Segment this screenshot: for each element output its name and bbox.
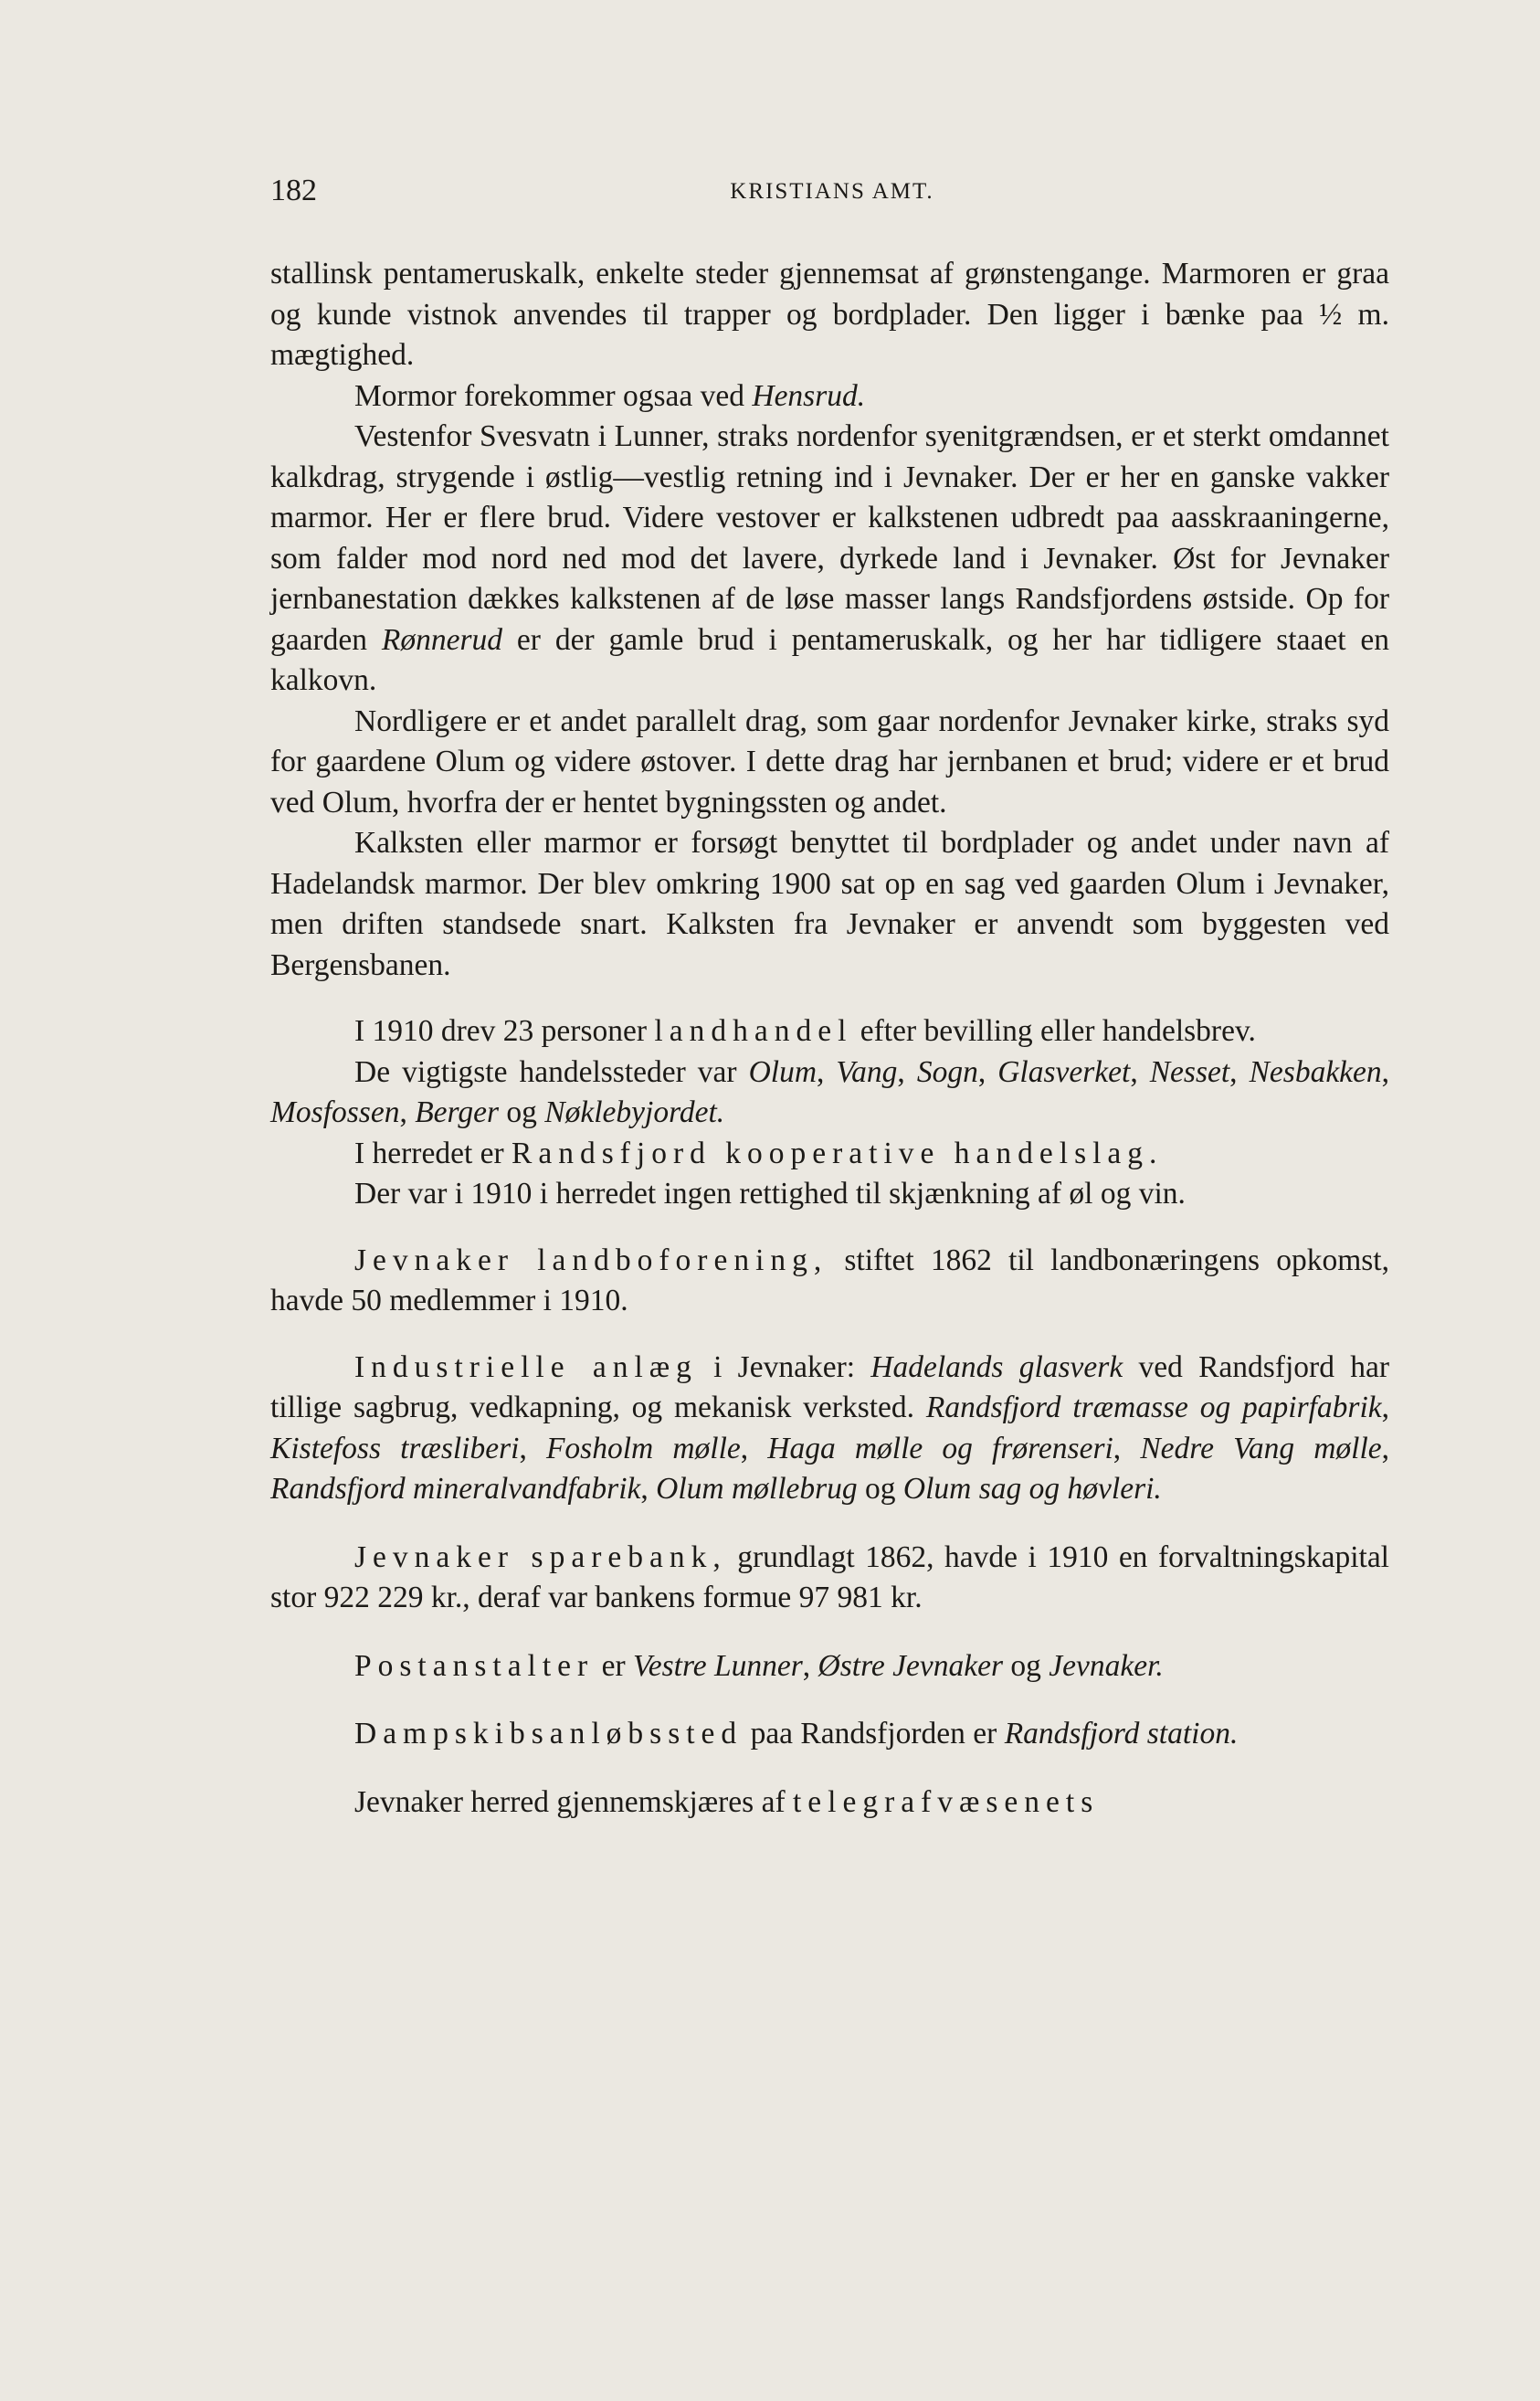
p11-i4: Fosholm mølle (545, 1431, 741, 1465)
p7-place: Olum (748, 1054, 817, 1089)
p13-i1: Vestre Lunner (632, 1648, 803, 1683)
p6-post: efter bevilling eller handelsbrev. (852, 1014, 1256, 1048)
paragraph-3 (270, 417, 1389, 702)
paragraph-6 (270, 1011, 1389, 1052)
paragraph-11 (270, 1348, 1389, 1510)
p11-i9: Olum sag og høvleri. (902, 1472, 1162, 1506)
page-header (270, 174, 1394, 219)
p11-s5: , (1381, 1431, 1389, 1465)
p6-spaced: landhandel (654, 1014, 853, 1048)
running-title: KRISTIANS AMT. (730, 179, 934, 204)
body-text (270, 254, 1389, 1823)
p12-spaced: Jevnaker sparebank, (354, 1539, 727, 1574)
p11-i7: Randsfjord mineralvandfabrik (270, 1472, 641, 1506)
p1-text: stallinsk pentameruskalk, enkelte steder gjennemsat af grønstengange. Marmoren er graa og kunde vistnok anvendes til trapper og bordplader. Den ligger i bænke paa (270, 257, 1389, 332)
p7-sep: , (897, 1054, 917, 1089)
p3-text-end: er der gamle brud i pentameruskalk, og her har tidligere staaet en kalkovn. (270, 622, 1389, 697)
p7-sep: , (1130, 1054, 1150, 1089)
p13-s2: og (1003, 1648, 1050, 1683)
p11-i1: Hadelands glasverk (870, 1349, 1123, 1384)
p11-i8: Olum møllebrug (656, 1472, 858, 1506)
p11-i6: Nedre Vang mølle (1140, 1431, 1382, 1465)
p13-i2: Østre Jevnaker (817, 1648, 1003, 1683)
paragraph-1 (270, 254, 1389, 376)
p11-s2: , (519, 1431, 546, 1465)
p15-spaced: telegrafvæsenets (792, 1784, 1100, 1819)
p7-place: Vang (836, 1054, 898, 1089)
p7-sep: , (817, 1054, 837, 1089)
p14-spaced: Dampskibsanløbssted (354, 1717, 744, 1751)
p11-i2: Randsfjord træmasse og papirfabrik (925, 1391, 1382, 1424)
p7-place: Nøklebyjordet. (544, 1095, 725, 1129)
p3-text: Vestenfor Svesvatn i Lunner, straks nordenfor syenitgrændsen, er et sterkt omdannet kalkdrag, strygende i østlig—vestlig retning ind i Jevnaker. Der er her en ganske vakker marmor. Her er flere brud. Videre vestover er kalkstenen udbredt paa aasskraaningerne, som falder mod nord ned mod det lavere, dyrkede land i Jevnaker. Øst for Jevnaker jernbanestation dækkes kalkstenen af de løse masser langs Randsfjordens østside. Op for gaarden (270, 419, 1389, 657)
p13-spaced: Postanstalter (354, 1648, 595, 1683)
p11-spaced: Industrielle anlæg (354, 1349, 698, 1384)
p11-s1: , (1381, 1391, 1389, 1424)
paragraph-7 (270, 1052, 1389, 1134)
paragraph-13 (270, 1646, 1389, 1687)
p14-mid: paa Randsfjorden er (743, 1717, 1005, 1751)
p7-place: Mosfossen (270, 1095, 400, 1129)
p11-mid: i Jevnaker: (697, 1349, 871, 1384)
p12-post: grundlagt 1862, havde i 1910 en forvaltningskapital stor 922 229 kr., deraf var bankens formue 97 981 kr. (270, 1539, 1389, 1614)
p7-sep: , (1381, 1054, 1390, 1089)
p11-s7: og (857, 1472, 903, 1506)
p10-spaced: Jevnaker landboforening, (354, 1243, 828, 1277)
paragraph-15 (270, 1782, 1389, 1824)
p7-sep: , (399, 1095, 416, 1129)
paragraph-5: Kalksten eller marmor er forsøgt benyttet til bordplader og andet under navn af Hadelandsk marmor. Der blev omkring 1900 sat op en sag ved gaarden Olum i Jevnaker, men driften standsede snart. Kalksten fra Jevnaker er anvendt som byggesten ved Bergensbanen. (270, 826, 1389, 982)
paragraph-10 (270, 1241, 1389, 1322)
p11-mid2: ved Randsfjord har tillige sagbrug, vedkapning, og mekanisk verksted. (270, 1349, 1389, 1424)
p7-sep: , (1229, 1054, 1250, 1089)
paragraph-2 (270, 376, 1389, 418)
p7-place: Sogn (916, 1054, 978, 1089)
p7-sep: , (977, 1054, 998, 1089)
p7-pre: De vigtigste handelssteder var (354, 1054, 749, 1089)
p7-og: og (499, 1095, 545, 1129)
paragraph-9: Der var i 1910 i herredet ingen rettighed til skjænkning af øl og vin. (354, 1177, 1186, 1211)
p13-s1: , (802, 1648, 818, 1683)
p7-place: Nesset (1149, 1054, 1230, 1089)
paragraph-4: Nordligere er et andet parallelt drag, som gaar nordenfor Jevnaker kirke, straks syd for gaardene Olum og videre østover. I dette drag har jernbanen et brud; videre er et brud ved Olum, hvorfra der er hentet bygningssten og andet. (270, 703, 1389, 820)
p8-spaced: Randsfjord kooperative handelslag. (512, 1136, 1164, 1170)
p13-i3: Jevnaker. (1049, 1648, 1164, 1683)
p10-post: stiftet 1862 til landbonæringens opkomst, havde 50 medlemmer i 1910. (270, 1243, 1389, 1317)
paragraph-12 (270, 1538, 1389, 1619)
p14-i1: Randsfjord station. (1004, 1717, 1239, 1751)
p1-fraction: ½ (1319, 297, 1343, 332)
p8-pre: I herredet er (354, 1136, 512, 1170)
p7-place: Glasverket (997, 1054, 1131, 1089)
page-number: 182 (270, 174, 317, 207)
paragraph-8 (270, 1134, 1389, 1175)
p7-place: Nesbakken (1249, 1054, 1382, 1089)
p6-pre: I 1910 drev 23 personer (354, 1014, 655, 1048)
p3-place: Rønnerud (381, 622, 503, 657)
p15-pre: Jevnaker herred gjennemskjæres af (354, 1784, 793, 1819)
p1-text-end: m. mægtighed. (270, 297, 1389, 372)
p11-i5: Haga mølle og frørenseri (767, 1431, 1113, 1465)
p7-place: Berger (415, 1095, 499, 1129)
p2-place: Hensrud. (752, 378, 866, 413)
p11-i3: Kistefoss træsliberi (270, 1431, 520, 1465)
p11-s6: , (640, 1472, 657, 1506)
paragraph-14 (270, 1714, 1389, 1755)
p11-s3: , (740, 1431, 768, 1465)
p13-mid: er (594, 1648, 633, 1683)
p2-text: Mormor forekommer ogsaa ved (354, 378, 753, 413)
p11-s4: , (1113, 1431, 1141, 1465)
